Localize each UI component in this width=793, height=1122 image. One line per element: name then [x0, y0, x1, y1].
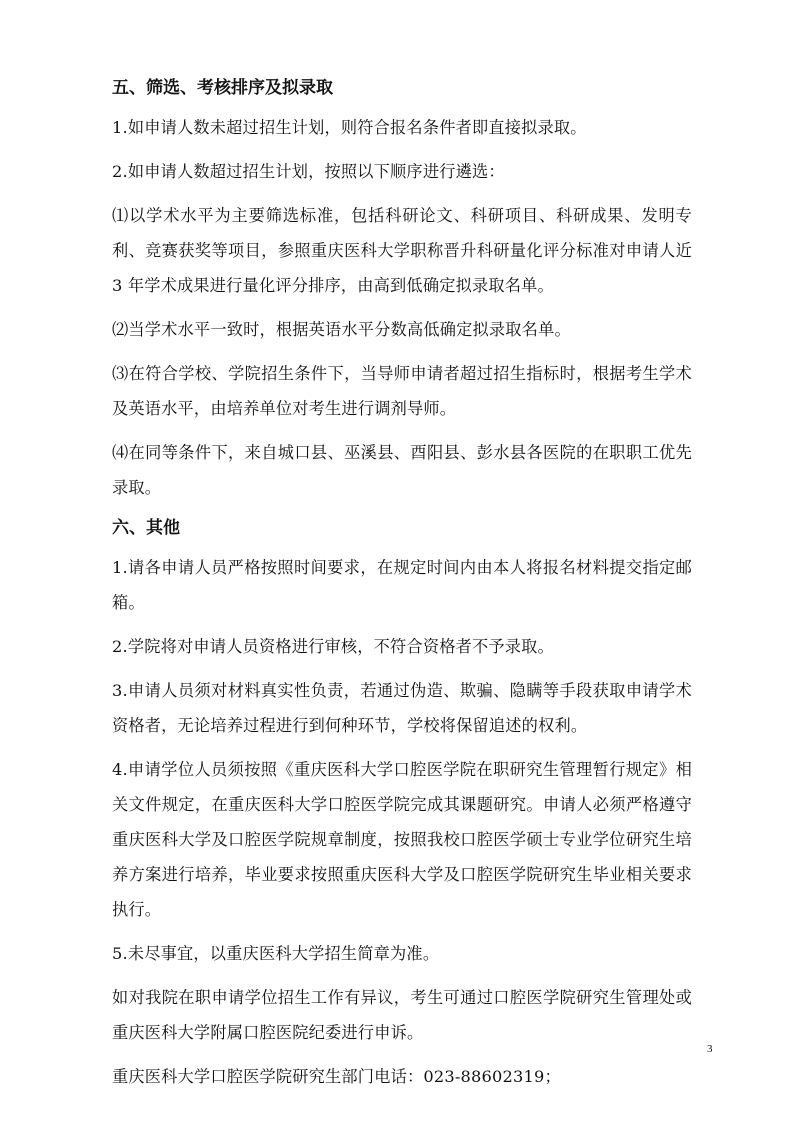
section-6-heading: 六、其他: [112, 518, 180, 538]
appeal-paragraph: 如对我院在职申请学位招生工作有异议，考生可通过口腔医学院研究生管理处或重庆医科大学附属口腔医院纪委进行申诉。: [112, 988, 692, 1042]
section-6-item-4: 4.申请学位人员须按照《重庆医科大学口腔医学院在职研究生管理暂行规定》相关文件规定，在重庆医科大学口腔医学院完成其课题研究。申请人必须严格遵守重庆医科大学及口腔医学院规章制度，按照我校口腔医学硕士专业学位研究生培养方案进行培养，毕业要求按照重庆医科大学及口腔医学院研究生毕业相关要求执行。: [112, 760, 692, 919]
section-6-item-3: 3.申请人员须对材料真实性负责，若通过伪造、欺骗、隐瞒等手段获取申请学术资格者，无论培养过程进行到何种环节，学校将保留追述的权利。: [112, 681, 692, 735]
section-5-sub-item-4: ⑷在同等条件下，来自城口县、巫溪县、酉阳县、彭水县各医院的在职职工优先录取。: [112, 443, 692, 497]
section-5-item-2: 2.如申请人数超过招生计划，按照以下顺序进行遴选：: [112, 162, 505, 181]
page-number: 3: [707, 1043, 713, 1055]
section-5-sub-item-1: ⑴以学术水平为主要筛选标准，包括科研论文、科研项目、科研成果、发明专利、竞赛获奖等项目，参照重庆医科大学职称晋升科研量化评分标准对申请人近 3 年学术成果进行量化评分排序，由高到低确定拟录取名单。: [112, 206, 692, 295]
section-6-item-1: 1.请各申请人员严格按照时间要求，在规定时间内由本人将报名材料提交指定邮箱。: [112, 558, 692, 612]
section-6-item-2: 2.学院将对申请人员资格进行审核，不符合资格者不予录取。: [112, 637, 554, 656]
section-5-heading: 五、筛选、考核排序及拟录取: [112, 78, 333, 98]
contact-phone-line: 重庆医科大学口腔医学院研究生部门电话：023-88602319；: [112, 1067, 561, 1086]
document-body: [112, 74, 692, 1103]
section-5-item-1: 1.如申请人数未超过招生计划，则符合报名条件者即直接拟录取。: [112, 118, 587, 137]
section-5-sub-item-2: ⑵当学术水平一致时，根据英语水平分数高低确定拟录取名单。: [112, 320, 571, 339]
section-5-sub-item-3: ⑶在符合学校、学院招生条件下，当导师申请者超过招生指标时，根据考生学术及英语水平，由培养单位对考生进行调剂导师。: [112, 364, 692, 418]
section-6-item-5: 5.未尽事宜，以重庆医科大学招生简章为准。: [112, 944, 440, 963]
